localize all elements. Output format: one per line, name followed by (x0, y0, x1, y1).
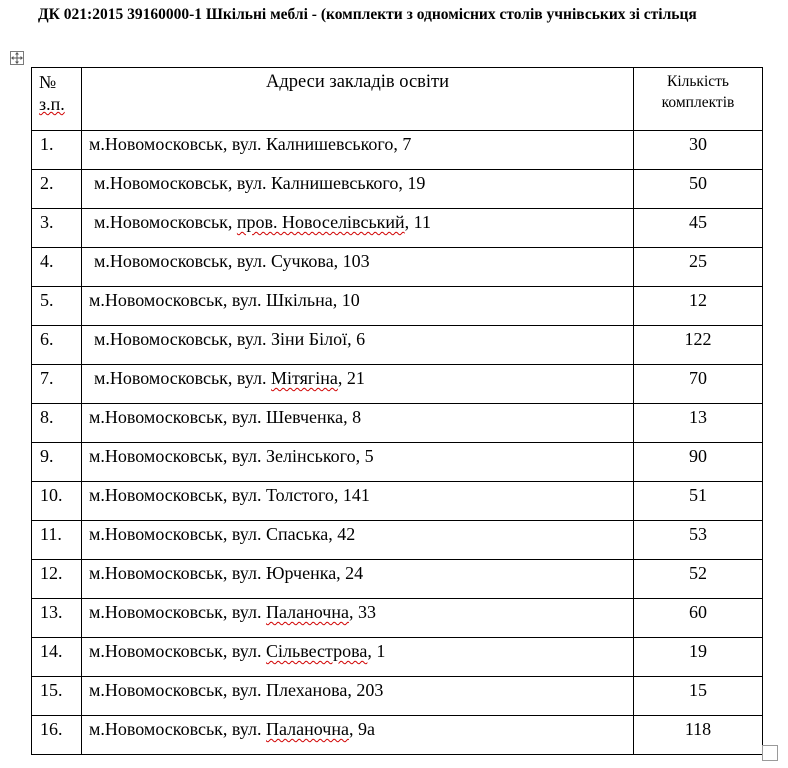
row-quantity: 15 (634, 677, 763, 716)
header-quantity-line2: комплектів (661, 94, 735, 111)
row-number: 16. (32, 716, 82, 755)
row-number: 5. (32, 287, 82, 326)
row-address (82, 677, 634, 716)
address-text: м.Новомосковськ, вул. Зіни Білої, 6 (94, 329, 366, 349)
row-quantity: 70 (634, 365, 763, 404)
table-row (32, 716, 763, 755)
row-address (82, 638, 634, 677)
address-text: м.Новомосковськ, вул. Шевченка, 8 (89, 407, 362, 427)
row-number: 6. (32, 326, 82, 365)
address-text: м.Новомосковськ, вул. Калнишевського, 7 (89, 134, 412, 154)
table-row (32, 560, 763, 599)
row-quantity: 50 (634, 170, 763, 209)
address-text: м.Новомосковськ, вул. Спаська, 42 (89, 524, 356, 544)
header-number-symbol: № (39, 72, 57, 92)
address-text: м.Новомосковськ, вул. Плеханова, 203 (89, 680, 384, 700)
row-address (82, 482, 634, 521)
row-address (82, 170, 634, 209)
table-row (32, 287, 763, 326)
row-quantity: 30 (634, 131, 763, 170)
row-address (82, 365, 634, 404)
table-row (32, 326, 763, 365)
address-text: м.Новомосковськ, вул. (89, 602, 266, 622)
row-quantity: 122 (634, 326, 763, 365)
table-row (32, 521, 763, 560)
table-row (32, 248, 763, 287)
row-number: 8. (32, 404, 82, 443)
row-quantity: 60 (634, 599, 763, 638)
row-number: 7. (32, 365, 82, 404)
row-quantity: 51 (634, 482, 763, 521)
header-number (32, 68, 82, 131)
end-of-row-marker-icon (762, 745, 778, 761)
row-quantity: 19 (634, 638, 763, 677)
row-number: 12. (32, 560, 82, 599)
row-address (82, 248, 634, 287)
header-quantity (634, 68, 763, 131)
address-spellcheck-word: Мітягіна (271, 368, 338, 388)
row-number: 11. (32, 521, 82, 560)
row-quantity: 53 (634, 521, 763, 560)
address-suffix: , 21 (337, 368, 365, 388)
address-text: м.Новомосковськ, вул. (89, 641, 266, 661)
address-text: м.Новомосковськ, (94, 212, 237, 232)
schools-furniture-table (31, 67, 763, 755)
table-row (32, 404, 763, 443)
row-number: 9. (32, 443, 82, 482)
row-address (82, 521, 634, 560)
header-quantity-line1: Кількість (666, 73, 729, 90)
document-title: ДК 021:2015 39160000-1 Шкільні меблі - (комплекти з одномісних столів учнівських зі стільця (38, 6, 697, 23)
address-spellcheck-word: пров. Новоселівський (236, 212, 405, 232)
address-text: м.Новомосковськ, вул. Зелінського, 5 (89, 446, 374, 466)
table-row (32, 365, 763, 404)
row-quantity: 25 (634, 248, 763, 287)
row-quantity: 52 (634, 560, 763, 599)
table-row (32, 599, 763, 638)
table-move-handle[interactable] (10, 51, 24, 65)
table-row (32, 170, 763, 209)
row-number: 15. (32, 677, 82, 716)
address-suffix: , 33 (348, 602, 376, 622)
address-suffix: , 9а (348, 719, 375, 739)
row-number: 2. (32, 170, 82, 209)
row-address (82, 599, 634, 638)
row-quantity: 13 (634, 404, 763, 443)
table-row (32, 677, 763, 716)
row-quantity: 118 (634, 716, 763, 755)
address-text: м.Новомосковськ, вул. Толстого, 141 (89, 485, 370, 505)
table-row (32, 131, 763, 170)
address-text: м.Новомосковськ, вул. (89, 719, 266, 739)
row-number: 1. (32, 131, 82, 170)
address-spellcheck-word: Сільвестрова (266, 641, 368, 661)
move-arrows-icon (11, 52, 23, 64)
header-address: Адреси закладів освіти (82, 68, 634, 131)
table-row (32, 443, 763, 482)
row-address (82, 209, 634, 248)
row-number: 10. (32, 482, 82, 521)
row-address (82, 443, 634, 482)
row-address (82, 287, 634, 326)
row-quantity: 45 (634, 209, 763, 248)
row-number: 3. (32, 209, 82, 248)
address-text: м.Новомосковськ, вул. Юрченка, 24 (89, 563, 364, 583)
table-row (32, 638, 763, 677)
row-number: 13. (32, 599, 82, 638)
row-address (82, 560, 634, 599)
table-header-row (32, 68, 763, 131)
row-address (82, 131, 634, 170)
address-text: м.Новомосковськ, вул. Шкільна, 10 (89, 290, 360, 310)
row-number: 4. (32, 248, 82, 287)
address-spellcheck-word: Паланочна (266, 719, 349, 739)
table-row (32, 482, 763, 521)
address-text: м.Новомосковськ, вул. Сучкова, 103 (94, 251, 370, 271)
header-number-abbrev: з.п. (39, 94, 65, 114)
row-address (82, 716, 634, 755)
address-text: м.Новомосковськ, вул. Калнишевського, 19 (94, 173, 426, 193)
row-address (82, 404, 634, 443)
table-row (32, 209, 763, 248)
row-quantity: 90 (634, 443, 763, 482)
row-address (82, 326, 634, 365)
row-quantity: 12 (634, 287, 763, 326)
row-number: 14. (32, 638, 82, 677)
address-suffix: , 11 (404, 212, 432, 232)
address-text: м.Новомосковськ, вул. (94, 368, 271, 388)
address-suffix: , 1 (367, 641, 386, 661)
address-spellcheck-word: Паланочна (266, 602, 349, 622)
